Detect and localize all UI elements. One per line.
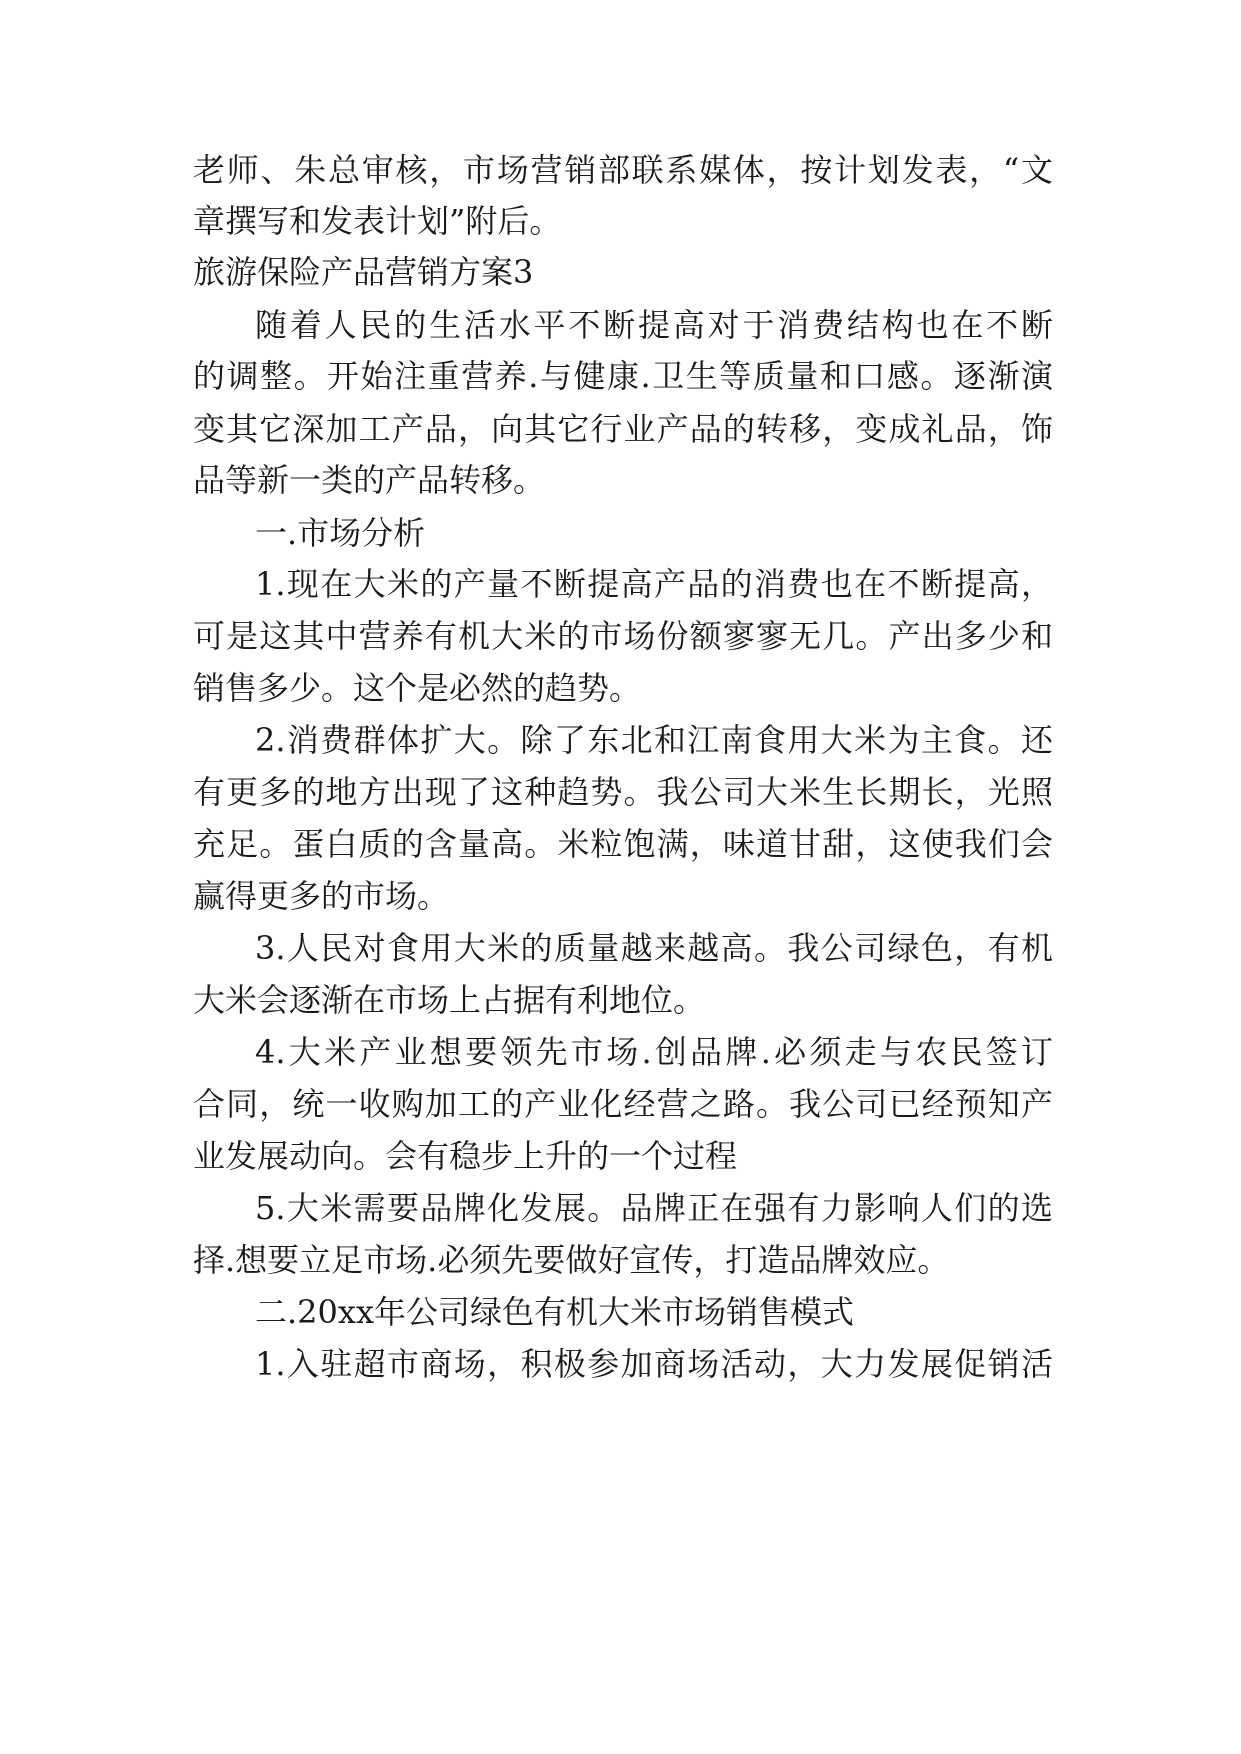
text-line: 5.大米需要品牌化发展。品牌正在强有力影响人们的选 — [255, 1189, 1053, 1227]
text-line: 销售多少。这个是必然的趋势。 — [193, 669, 642, 707]
text-line: 择.想要立足市场.必须先要做好宣传，打造品牌效应。 — [193, 1241, 950, 1279]
text-line: 充足。蛋白质的含量高。米粒饱满，味道甘甜，这使我们会 — [193, 825, 1053, 863]
text-line: 大米会逐渐在市场上占据有利地位。 — [193, 981, 706, 1019]
text-line: 2.消费群体扩大。除了东北和江南食用大米为主食。还 — [255, 721, 1053, 759]
text-line: 1.入驻超市商场，积极参加商场活动，大力发展促销活 — [255, 1345, 1053, 1383]
text-line: 随着人民的生活水平不断提高对于消费结构也在不断 — [255, 306, 1053, 344]
subsection-heading: 二.20xx年公司绿色有机大米市场销售模式 — [255, 1293, 854, 1331]
text-line: 业发展动向。会有稳步上升的一个过程 — [193, 1137, 738, 1175]
text-line: 的调整。开始注重营养.与健康.卫生等质量和口感。逐渐演 — [193, 357, 1053, 395]
text-line: 赢得更多的市场。 — [193, 877, 450, 915]
text-line: 合同，统一收购加工的产业化经营之路。我公司已经预知产 — [193, 1085, 1053, 1123]
subsection-heading: 一.市场分析 — [255, 514, 426, 552]
text-line: 有更多的地方出现了这种趋势。我公司大米生长期长，光照 — [193, 773, 1053, 811]
section-heading: 旅游保险产品营销方案3 — [193, 253, 534, 291]
text-line: 4.大米产业想要领先市场.创品牌.必须走与农民签订 — [255, 1033, 1053, 1071]
text-line: 老师、朱总审核，市场营销部联系媒体，按计划发表，“文 — [193, 151, 1053, 189]
text-line: 可是这其中营养有机大米的市场份额寥寥无几。产出多少和 — [193, 617, 1053, 655]
text-line: 章撰写和发表计划”附后。 — [193, 202, 562, 240]
text-line: 3.人民对食用大米的质量越来越高。我公司绿色，有机 — [255, 929, 1053, 967]
text-line: 品等新一类的产品转移。 — [193, 461, 546, 499]
text-line: 变其它深加工产品，向其它行业产品的转移，变成礼品，饰 — [193, 410, 1053, 448]
text-line: 1.现在大米的产量不断提高产品的消费也在不断提高， — [255, 565, 1053, 603]
